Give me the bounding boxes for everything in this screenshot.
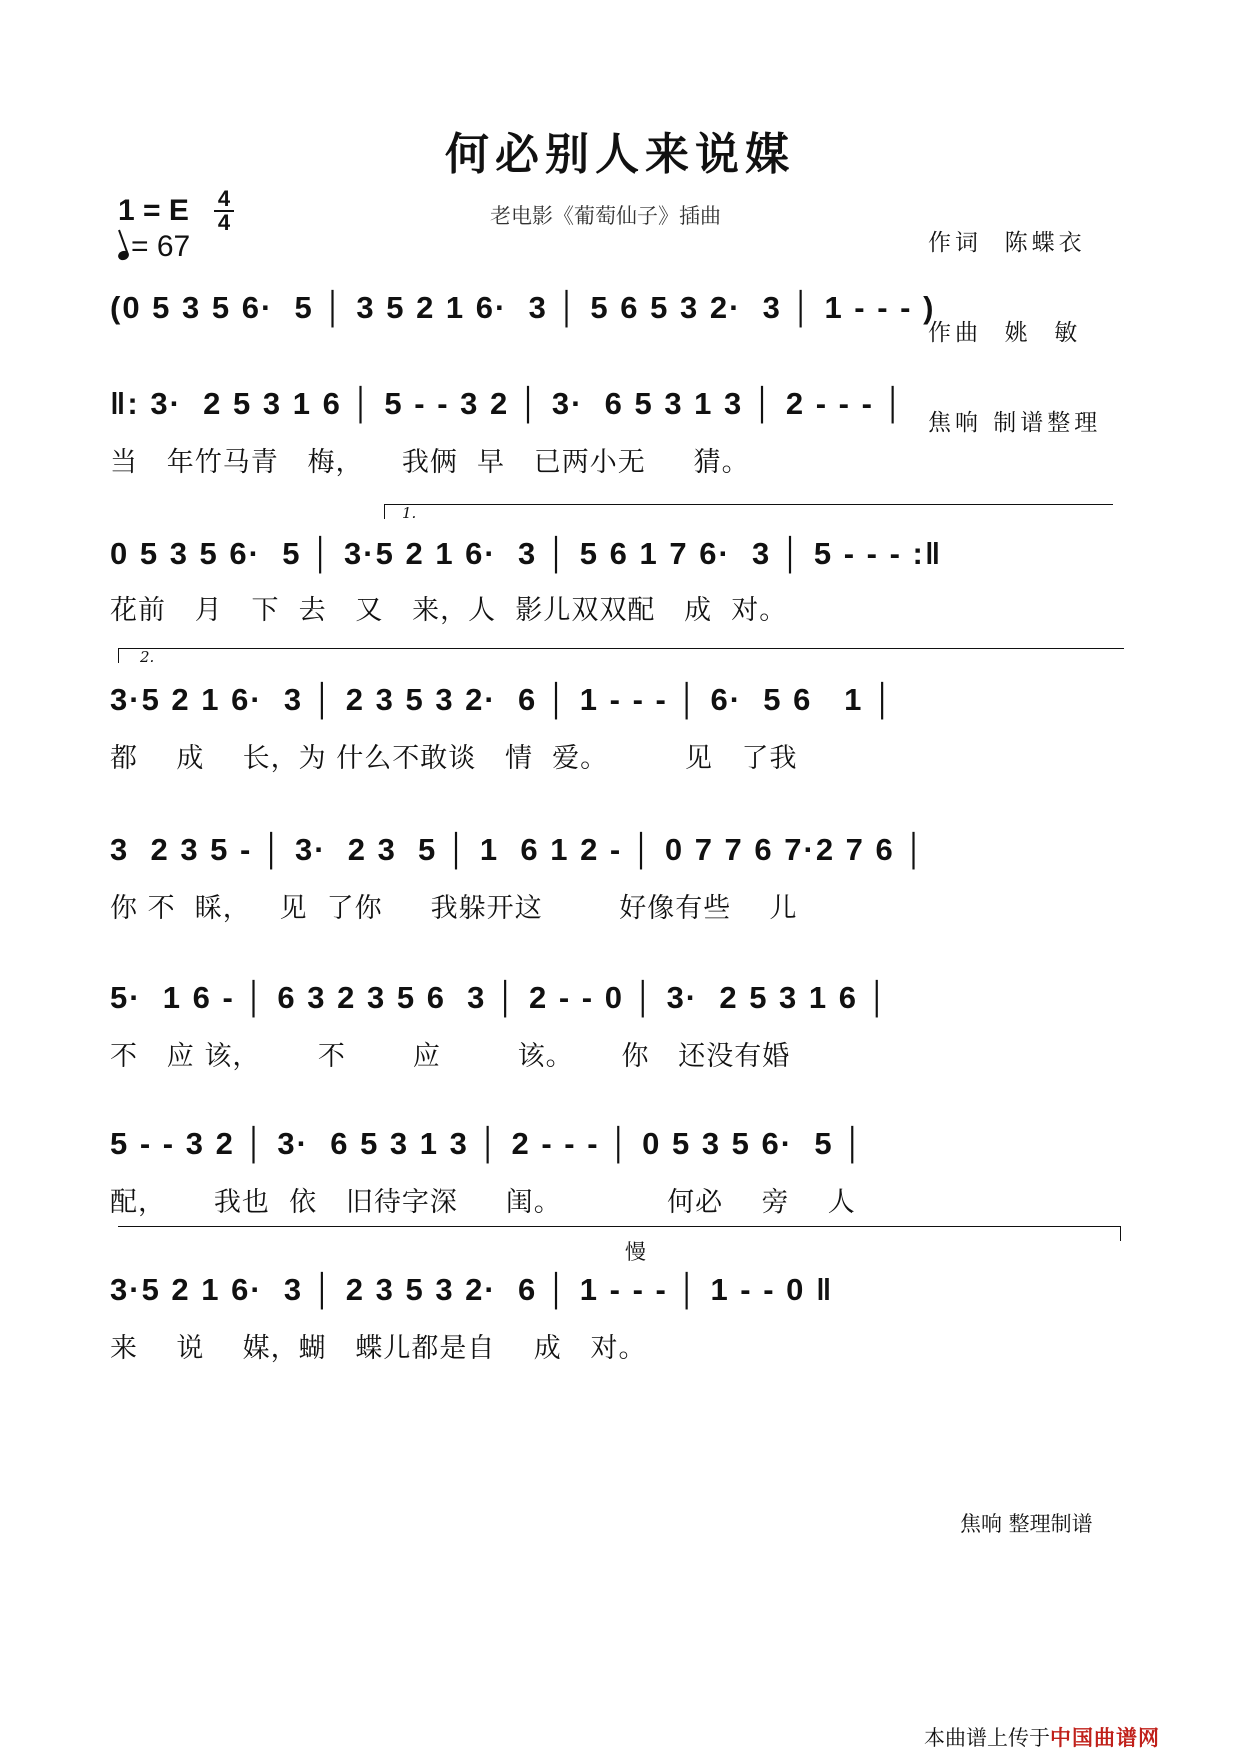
row7-notes: 3·5 2 1 6· 3 │ 2 3 5 3 2· 6 │ 1 - - - │ 1 - - 0 ‖ <box>110 1272 834 1307</box>
arranger-credit: 焦响 制谱整理 <box>928 410 1102 436</box>
row7-lyrics: 来 说 媒，蝴 蝶儿都是自 成 对。 <box>110 1333 647 1364</box>
row5-lyrics: 不 应 该， 不 应 该。 你 还没有婚 <box>110 1041 791 1072</box>
arranger-footer: 焦响 整理制谱 <box>960 1512 1093 1536</box>
row1-notes: ‖: 3· 2 5 3 1 6 │ 5 - - 3 2 │ 3· 6 5 3 1 3 │ 2 - - - │ <box>110 386 906 421</box>
site-logo: 中国曲谱网 <box>1050 1726 1160 1750</box>
tempo-slow-mark: 慢 <box>625 1240 646 1264</box>
row1-lyrics: 当 年竹马青 梅， 我俩 早 已两小无 猜。 <box>110 447 750 478</box>
row4-notes: 3 2 3 5 - │ 3· 2 3 5 │ 1 6 1 2 - │ 0 7 7 6 7·2 7 6 │ <box>110 832 927 867</box>
coda-bracket <box>118 1226 1121 1241</box>
row4-lyrics: 你 不 睬， 见 了你 我躲开这 好像有些 儿 <box>110 893 798 924</box>
time-signature <box>212 188 236 234</box>
time-top: 4 <box>217 186 231 211</box>
volta-first-label: 1. <box>402 504 417 522</box>
composer-credit: 作曲 姚 敏 <box>928 320 1082 346</box>
key-signature: 1 = E <box>118 194 189 227</box>
upload-notice: 本曲谱上传于 <box>924 1726 1050 1750</box>
row3-notes: 3·5 2 1 6· 3 │ 2 3 5 3 2· 6 │ 1 - - - │ 6· 5 6 1 │ <box>110 682 896 717</box>
lyricist-credit: 作词 陈蝶衣 <box>928 230 1086 256</box>
row6-lyrics: 配， 我也 依 旧待字深 闺。 何必 旁 人 <box>110 1187 856 1218</box>
tempo-value: = 67 <box>131 230 191 263</box>
score-title: 何必别人来说媒 <box>445 129 795 180</box>
volta-first-bracket <box>384 504 1113 519</box>
score-subtitle: 老电影《葡萄仙子》插曲 <box>490 204 721 228</box>
volta-second-bracket <box>118 648 1124 663</box>
row5-notes: 5· 1 6 - │ 6 3 2 3 5 6 3 │ 2 - - 0 │ 3· 2 5 3 1 6 │ <box>110 980 890 1015</box>
quarter-note-icon <box>117 249 130 261</box>
tempo-marking <box>118 230 190 264</box>
row2-notes: 0 5 3 5 6· 5 │ 3·5 2 1 6· 3 │ 5 6 1 7 6· 3 │ 5 - - - :‖ <box>110 536 943 571</box>
intro-notes: (0 5 3 5 6· 5 │ 3 5 2 1 6· 3 │ 5 6 5 3 2· 3 │ 1 - - - ) <box>110 290 936 325</box>
row2-lyrics: 花前 月 下 去 又 来，人 影儿双双配 成 对。 <box>110 595 788 626</box>
time-bottom: 4 <box>217 210 231 235</box>
row3-lyrics: 都 成 长，为 什么不敢谈 情 爱。 见 了我 <box>110 743 798 774</box>
volta-second-label: 2. <box>140 648 155 666</box>
row6-notes: 5 - - 3 2 │ 3· 6 5 3 1 3 │ 2 - - - │ 0 5 3 5 6· 5 │ <box>110 1126 866 1161</box>
